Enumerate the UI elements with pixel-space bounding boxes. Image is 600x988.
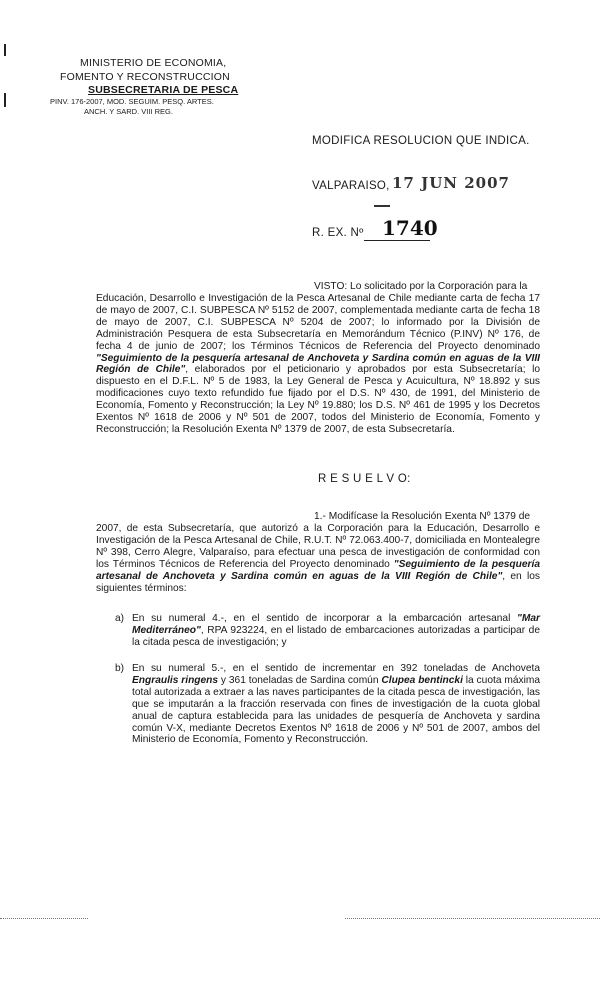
resuelvo-p1-text-1: 2007, de esta Subsecretaría, que autorizó a la Corporación para la Educación, Desarrollo e Investigación de la Pesca Artesanal de Chile, R.U.T. Nº 72.063.400-7, domiciliada en Montealegre Nº 398, Cerro Alegre, Valparaíso, para efectuar una pesca de investigación de conformidad con los Términos Técnicos de Referencia del Proyecto denominado	[96, 523, 540, 570]
item-b-marker: b)	[115, 663, 125, 674]
resuelvo-heading: R E S U E L V O:	[318, 473, 411, 485]
resuelvo-p1-project-name: "Seguimiento de la pesquería artesanal de Anchoveta y Sardina común en aguas de la VIII Región de Chile"	[96, 558, 540, 582]
document-title: MODIFICA RESOLUCION QUE INDICA.	[312, 135, 530, 147]
item-b-species-1: Engraulis ringens	[132, 674, 219, 686]
visto-text-1: Educación, Desarrollo e Investigación de la Pesca Artesanal de Chile mediante carta de fecha 17 de mayo de 2007, C.I. SUBPESCA Nº 5152 de 2007, complementada mediante carta de fecha 18 de mayo de 2007, C.I. SUBPESCA Nº 5204 de 2007; lo informado por la División de Administración Pesquera de esta Subsecretaría en Memorándum Técnico (P.INV) Nº 176, de fecha 4 de junio de 2007; los Términos Técnicos de Referencia del Proyecto denominado	[96, 293, 540, 352]
visto-lead: VISTO: Lo solicitado por la Corporación para la	[314, 281, 528, 292]
letterhead-line-1: MINISTERIO DE ECONOMIA,	[80, 57, 227, 69]
resolution-dash-marks	[374, 205, 390, 207]
letterhead-line-2: FOMENTO Y RECONSTRUCCION	[60, 71, 230, 83]
resolution-number: 1740	[382, 216, 438, 240]
scan-dotted-line-left	[0, 918, 88, 919]
item-b-text-3: la cuota máxima total autorizada a extraer a las naves participantes de la citada pesca de investigación, las que se imputarán a la fracción reservada con fines de investigación de la cuota global anual de captura establecida para las unidades de pesquería de Anchoveta y sardina común V-X, mediante Decretos Exentos Nº 1618 de 2006 y Nº 501 de 2007, ambos del Ministerio de Economía, Fomento y Reconstrucción.	[132, 674, 540, 746]
resuelvo-p1	[96, 523, 540, 594]
item-a-text-1: En su numeral 4.-, en el sentido de incorporar a la embarcación artesanal	[132, 613, 518, 624]
item-a-marker: a)	[115, 613, 125, 624]
letterhead-ref-2: ANCH. Y SARD. VIII REG.	[84, 107, 173, 116]
place-label: VALPARAISO,	[312, 180, 390, 192]
item-a-vessel: "Mar Mediterráneo"	[132, 613, 540, 636]
item-a-text-2: , RPA 923224, en el listado de embarcaciones autorizadas a participar de la citada pesca de investigación; y	[132, 624, 540, 648]
date-stamp: 17 JUN 2007	[392, 174, 510, 192]
letterhead-ref-1: PINV. 176-2007, MOD. SEGUIM. PESQ. ARTES.	[50, 97, 214, 106]
item-a-text	[132, 613, 540, 649]
resuelvo-p1-lead: 1.- Modifícase la Resolución Exenta Nº 1379 de	[314, 511, 531, 522]
visto-text-2: , elaborados por el peticionario y aprobados por esta Subsecretaría; lo dispuesto en el D.F.L. Nº 5 de 1983, la Ley General de Pesca y Acuicultura, Nº 18.892 y sus modificaciones cuyo texto refundido fue fijado por el D.S. Nº 430, de 1991, del Ministerio de Economía, Fomento y Reconstrucción; la Ley Nº 19.880; los D.S. Nº 461 de 1995 y los Decretos Exentos Nº 1618 de 2006 y Nº 501 de 2007, todos del Ministerio de Economía, Fomento y Reconstrucción; la Resolución Exenta Nº 1379 de 2007, de esta Subsecretaría.	[96, 364, 541, 435]
visto-project-name: "Seguimiento de la pesquería artesanal de Anchoveta y Sardina común en aguas de la VIII Región de Chile"	[96, 352, 540, 376]
resuelvo-p1-text-2: , en los siguientes términos:	[96, 570, 540, 594]
scan-mark-left-top	[4, 44, 6, 56]
resolution-underline	[364, 240, 430, 241]
resolution-label: R. EX. Nº	[312, 227, 364, 239]
scan-mark-left-mid	[4, 93, 6, 107]
scan-dotted-line-right	[345, 918, 600, 919]
item-b-text	[132, 663, 540, 746]
item-b-text-1: En su numeral 5.-, en el sentido de incrementar en 392 toneladas de Anchoveta	[132, 663, 540, 674]
item-b-species-2: Clupea bentincki	[381, 674, 463, 686]
visto-paragraph	[96, 293, 540, 436]
letterhead-line-3: SUBSECRETARIA DE PESCA	[88, 84, 239, 96]
item-b-text-2: y 361 toneladas de Sardina común	[218, 674, 382, 686]
